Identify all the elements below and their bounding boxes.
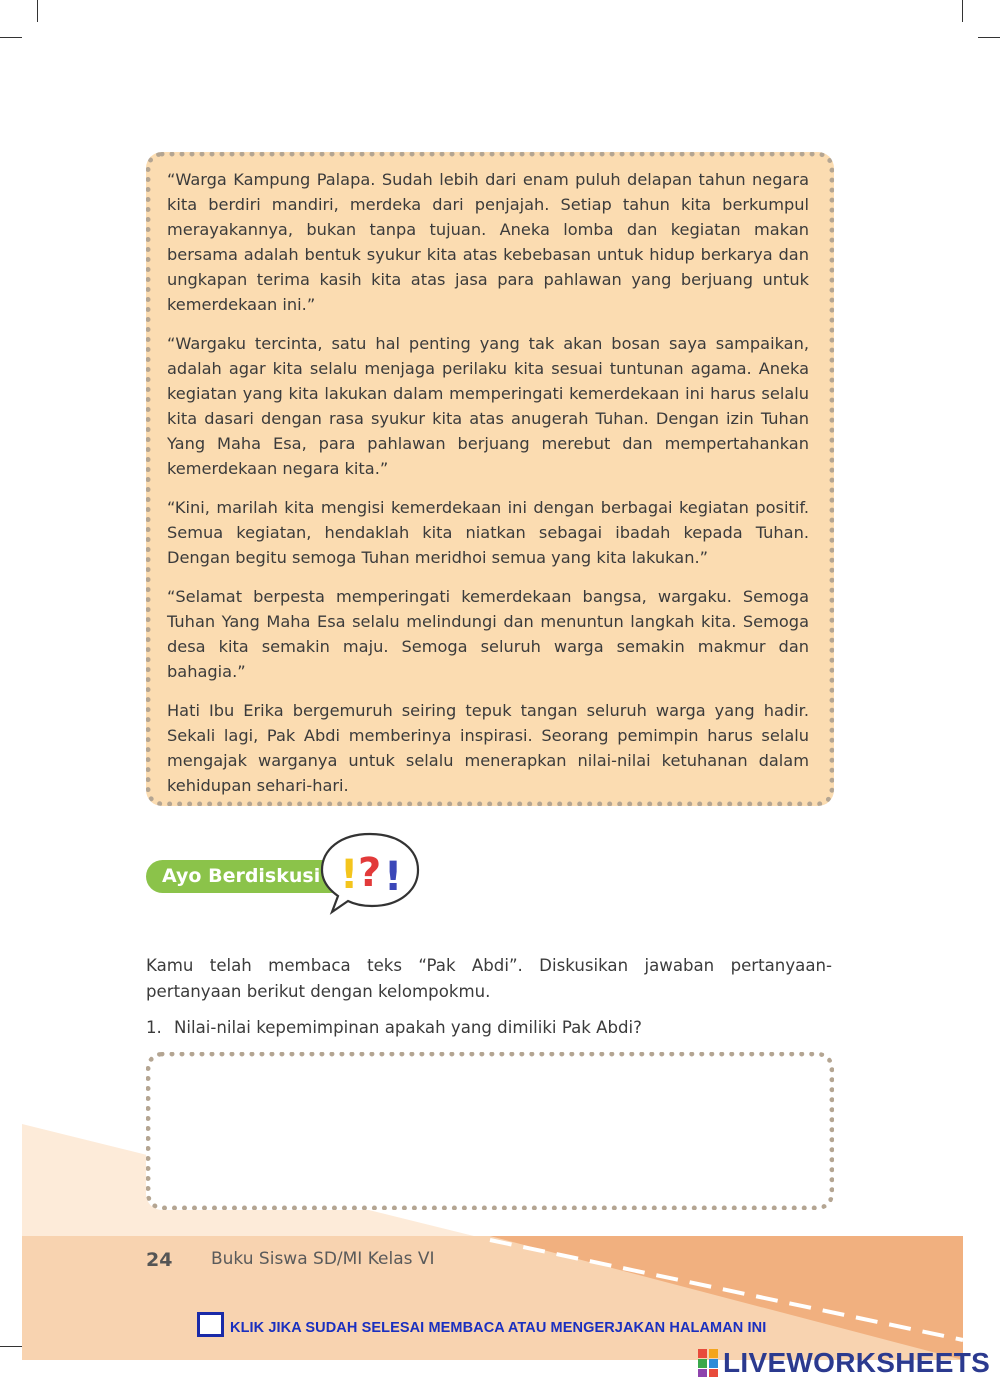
answer-input-box[interactable]	[146, 1052, 834, 1210]
bubble-exclaim-blue: !	[384, 854, 403, 900]
book-title: Buku Siswa SD/MI Kelas VI	[211, 1249, 435, 1269]
crop-mark	[37, 0, 38, 22]
liveworksheets-logo-text: LIVEWORKSHEETS	[723, 1347, 991, 1378]
reading-passage-box	[146, 152, 834, 806]
completion-checkbox[interactable]	[197, 1312, 224, 1337]
liveworksheets-logo	[697, 1347, 990, 1379]
reading-paragraph: “Warga Kampung Palapa. Sudah lebih dari enam puluh delapan tahun negara kita berdiri mandiri, merdeka dari penjajah. Setiap tahun kita berkumpul merayakannya, bukan tanpa tujuan. Aneka lomba dan kegiatan makan bersama adalah bentuk syukur kita atas kebebasan untuk hidup berkarya dan ungkapan terima kasih kita atas jasa para pahlawan yang berjuang untuk kemerdekaan ini.”	[167, 170, 809, 314]
question-text: Nilai-nilai kepemimpinan apakah yang dimiliki Pak Abdi?	[174, 1018, 642, 1037]
crop-mark	[0, 37, 22, 38]
completion-label[interactable]: KLIK JIKA SUDAH SELESAI MEMBACA ATAU MENGERJAKAN HALAMAN INI	[230, 1320, 767, 1336]
crop-mark	[978, 37, 1000, 38]
speech-bubble-icon	[314, 828, 426, 920]
section-label-ayo-berdiskusi: Ayo Berdiskusi	[146, 860, 342, 893]
reading-paragraph: “Kini, marilah kita mengisi kemerdekaan ini dengan berbagai kegiatan positif. Semua kegiatan, hendaklah kita niatkan sebagai ibadah kepada Tuhan. Dengan begitu semoga Tuhan meridhoi semua yang kita lakukan.”	[167, 498, 809, 567]
reading-paragraph: “Wargaku tercinta, satu hal penting yang tak akan bosan saya sampaikan, adalah agar kita selalu menjaga perilaku kita sesuai tuntunan agama. Aneka kegiatan yang kita lakukan dalam memperingati kemerdekaan ini harus selalu kita dasari dengan rasa syukur kita atas anugerah Tuhan. Dengan izin Tuhan Yang Maha Esa, para pahlawan berjuang merebut dan mempertahankan kemerdekaan negara kita.”	[167, 334, 809, 478]
question-number: 1.	[146, 1018, 162, 1037]
bubble-exclaim-yellow: !	[340, 852, 359, 898]
bubble-question-red: ?	[358, 850, 382, 896]
discussion-intro: Kamu telah membaca teks “Pak Abdi”. Diskusikan jawaban pertanyaan-pertanyaan berikut dengan kelompokmu.	[146, 956, 832, 1001]
question-item	[146, 1015, 832, 1041]
liveworksheets-logo-icon	[697, 1348, 719, 1378]
reading-paragraph: “Selamat berpesta memperingati kemerdekaan bangsa, wargaku. Semoga Tuhan Yang Maha Esa selalu melindungi dan menuntun langkah kita. Semoga desa kita semakin maju. Semoga seluruh warga semakin makmur dan bahagia.”	[167, 587, 809, 681]
reading-paragraph: Hati Ibu Erika bergemuruh seiring tepuk tangan seluruh warga yang hadir. Sekali lagi, Pak Abdi memberinya inspirasi. Seorang pemimpin harus selalu mengajak warganya untuk selalu menerapkan nilai-nilai ketuhanan dalam kehidupan sehari-hari.	[167, 701, 809, 795]
page-number: 24	[146, 1249, 173, 1271]
crop-mark	[962, 0, 963, 22]
